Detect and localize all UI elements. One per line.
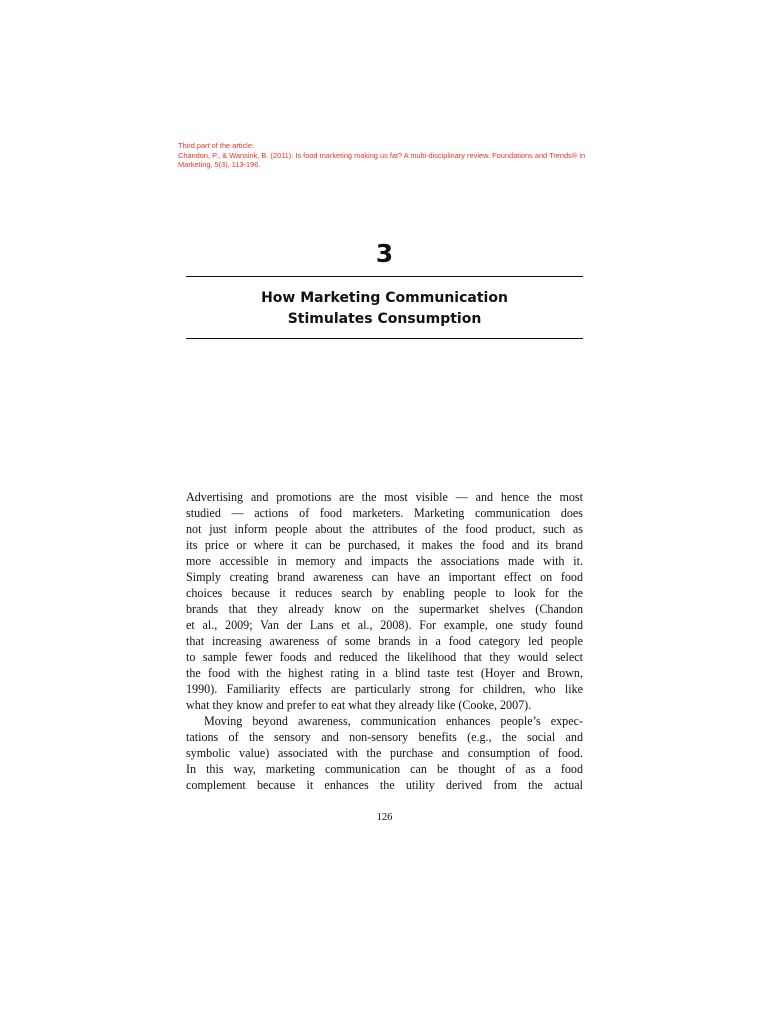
body-line: to sample fewer foods and reduced the likelihood that they would select (186, 650, 583, 664)
body-line: brands that they already know on the supermarket shelves (Chandon (186, 602, 583, 616)
body-line: 1990). Familiarity effects are particularly strong for children, who like (186, 682, 583, 696)
body-line: studied — actions of food marketers. Marketing communication does (186, 506, 583, 520)
body-line: tations of the sensory and non-sensory benefits (e.g., the social and (186, 730, 583, 744)
body-line: symbolic value) associated with the purchase and consumption of food. (186, 746, 583, 760)
chapter-number: 3 (375, 239, 394, 268)
body-line: Simply creating brand awareness can have an important effect on food (186, 570, 583, 584)
page-number: 126 (376, 812, 393, 823)
body-line: the food with the highest rating in a blind taste test (Hoyer and Brown, (186, 666, 583, 680)
bottom-divider (186, 338, 583, 339)
body-line: not just inform people about the attributes of the food product, such as (186, 522, 583, 536)
source-note-line: Chandon, P., & Wansink, B. (2011). Is food marketing making us fat? A multi-disciplinary review. Foundations and Trends® in (178, 150, 586, 160)
body-line: what they know and prefer to eat what they already like (Cooke, 2007). (186, 698, 532, 712)
body-line: choices because it reduces search by enabling people to look for the (186, 586, 583, 600)
body-line: Moving beyond awareness, communication enhances people’s expec- (204, 714, 583, 728)
top-divider (186, 276, 583, 277)
source-note (178, 141, 598, 170)
body-line: et al., 2009; Van der Lans et al., 2008). For example, one study found (186, 618, 583, 632)
body-text (186, 489, 583, 793)
body-line: Advertising and promotions are the most visible — and hence the most (186, 490, 583, 504)
source-note-line: Third part of the article: (178, 141, 254, 150)
body-line: that increasing awareness of some brands in a food category led people (186, 634, 583, 648)
chapter-title-line: How Marketing Communication (261, 290, 508, 306)
source-note-line: Marketing, 5(3), 113-196. (178, 160, 261, 170)
chapter-title (186, 288, 583, 330)
body-line: its price or where it can be purchased, it makes the food and its brand (186, 538, 583, 552)
body-line: more accessible in memory and impacts the associations made with it. (186, 554, 583, 568)
body-line: In this way, marketing communication can be thought of as a food (186, 762, 583, 776)
body-line: complement because it enhances the utility derived from the actual (186, 778, 583, 792)
chapter-title-line: Stimulates Consumption (287, 311, 482, 327)
